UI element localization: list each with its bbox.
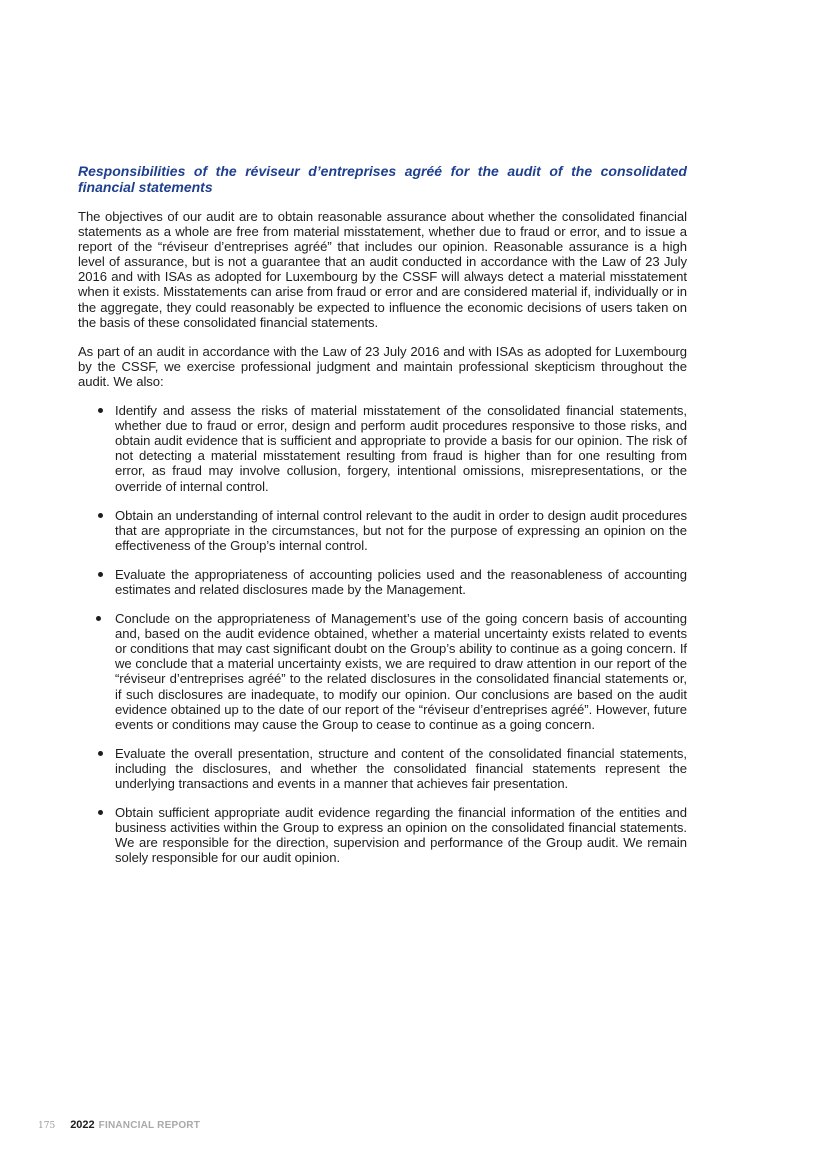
bullet-icon	[96, 616, 101, 621]
list-item-text: Evaluate the overall presentation, structure and content of the consolidated financial statements, including the disclosures, and whether the consolidated financial statements represent the underlying transactions and events in a manner that achieves fair presentation.	[115, 745, 687, 791]
report-year: 2022	[70, 1119, 95, 1131]
list-item-text: Obtain an understanding of internal control relevant to the audit in order to design audit procedures that are appropriate in the circumstances, but not for the purpose of expressing an opinion on the effectiveness of the Group’s internal control.	[115, 507, 687, 553]
list-item-text: Identify and assess the risks of material misstatement of the consolidated financial statements, whether due to fraud or error, design and perform audit procedures responsive to those risks, and obtain audit evidence that is sufficient and appropriate to provide a basis for our opinion. The risk of not detecting a material misstatement resulting from fraud is higher than for one resulting from error, as fraud may involve collusion, forgery, intentional omissions, misrepresentations, or the override of internal control.	[115, 403, 687, 494]
bullet-icon	[98, 810, 103, 815]
list-item	[78, 611, 687, 732]
list-item-text: Conclude on the appropriateness of Management’s use of the going concern basis of accounting and, based on the audit evidence obtained, whether a material uncertainty exists related to events or conditions that may cast significant doubt on the Group’s ability to continue as a going concern. If we conclude that a material uncertainty exists, we are required to draw attention in our report of the “réviseur d’entreprises agréé” to the related disclosures in the consolidated financial statements or, if such disclosures are inadequate, to modify our opinion. Our conclusions are based on the audit evidence obtained up to the date of our report of the “réviseur d’entreprises agréé”. However, future events or conditions may cause the Group to cease to continue as a going concern.	[115, 611, 687, 732]
list-item	[78, 567, 687, 597]
page-footer	[38, 1119, 200, 1131]
report-title: FINANCIAL REPORT	[98, 1120, 201, 1131]
bullet-icon	[98, 572, 103, 577]
list-item	[78, 746, 687, 791]
page-number: 175	[38, 1121, 56, 1131]
bullet-icon	[98, 513, 103, 518]
list-item	[78, 508, 687, 553]
list-item	[78, 805, 687, 865]
list-item	[78, 403, 687, 494]
objectives-paragraph: The objectives of our audit are to obtain reasonable assurance about whether the consolidated financial statements as a whole are free from material misstatement, whether due to fraud or error, and to issue a report of the “réviseur d’entreprises agréé” that includes our opinion. Reasonable assurance is a high level of assurance, but is not a guarantee that an audit conducted in accordance with the Law of 23 July 2016 and with ISAs as adopted for Luxembourg by the CSSF will always detect a material misstatement when it exists. Misstatements can arise from fraud or error and are considered material if, individually or in the aggregate, they could reasonably be expected to influence the economic decisions of users taken on the basis of these consolidated financial statements.	[78, 209, 687, 330]
document-body	[78, 163, 687, 879]
bullet-icon	[98, 408, 103, 413]
audit-approach-paragraph: As part of an audit in accordance with the Law of 23 July 2016 and with ISAs as adopted for Luxembourg by the CSSF, we exercise professional judgment and maintain professional skepticism throughout the audit. We also:	[78, 343, 687, 389]
section-heading: Responsibilities of the réviseur d’entreprises agréé for the audit of the consolidated financial statements	[78, 163, 687, 195]
list-item-text: Obtain sufficient appropriate audit evidence regarding the financial information of the entities and business activities within the Group to express an opinion on the consolidated financial statements. We are responsible for the direction, supervision and performance of the Group audit. We remain solely responsible for our audit opinion.	[115, 805, 687, 866]
responsibilities-list	[78, 403, 687, 865]
list-item-text: Evaluate the appropriateness of accounting policies used and the reasonableness of accounting estimates and related disclosures made by the Management.	[115, 566, 687, 597]
bullet-icon	[98, 751, 103, 756]
